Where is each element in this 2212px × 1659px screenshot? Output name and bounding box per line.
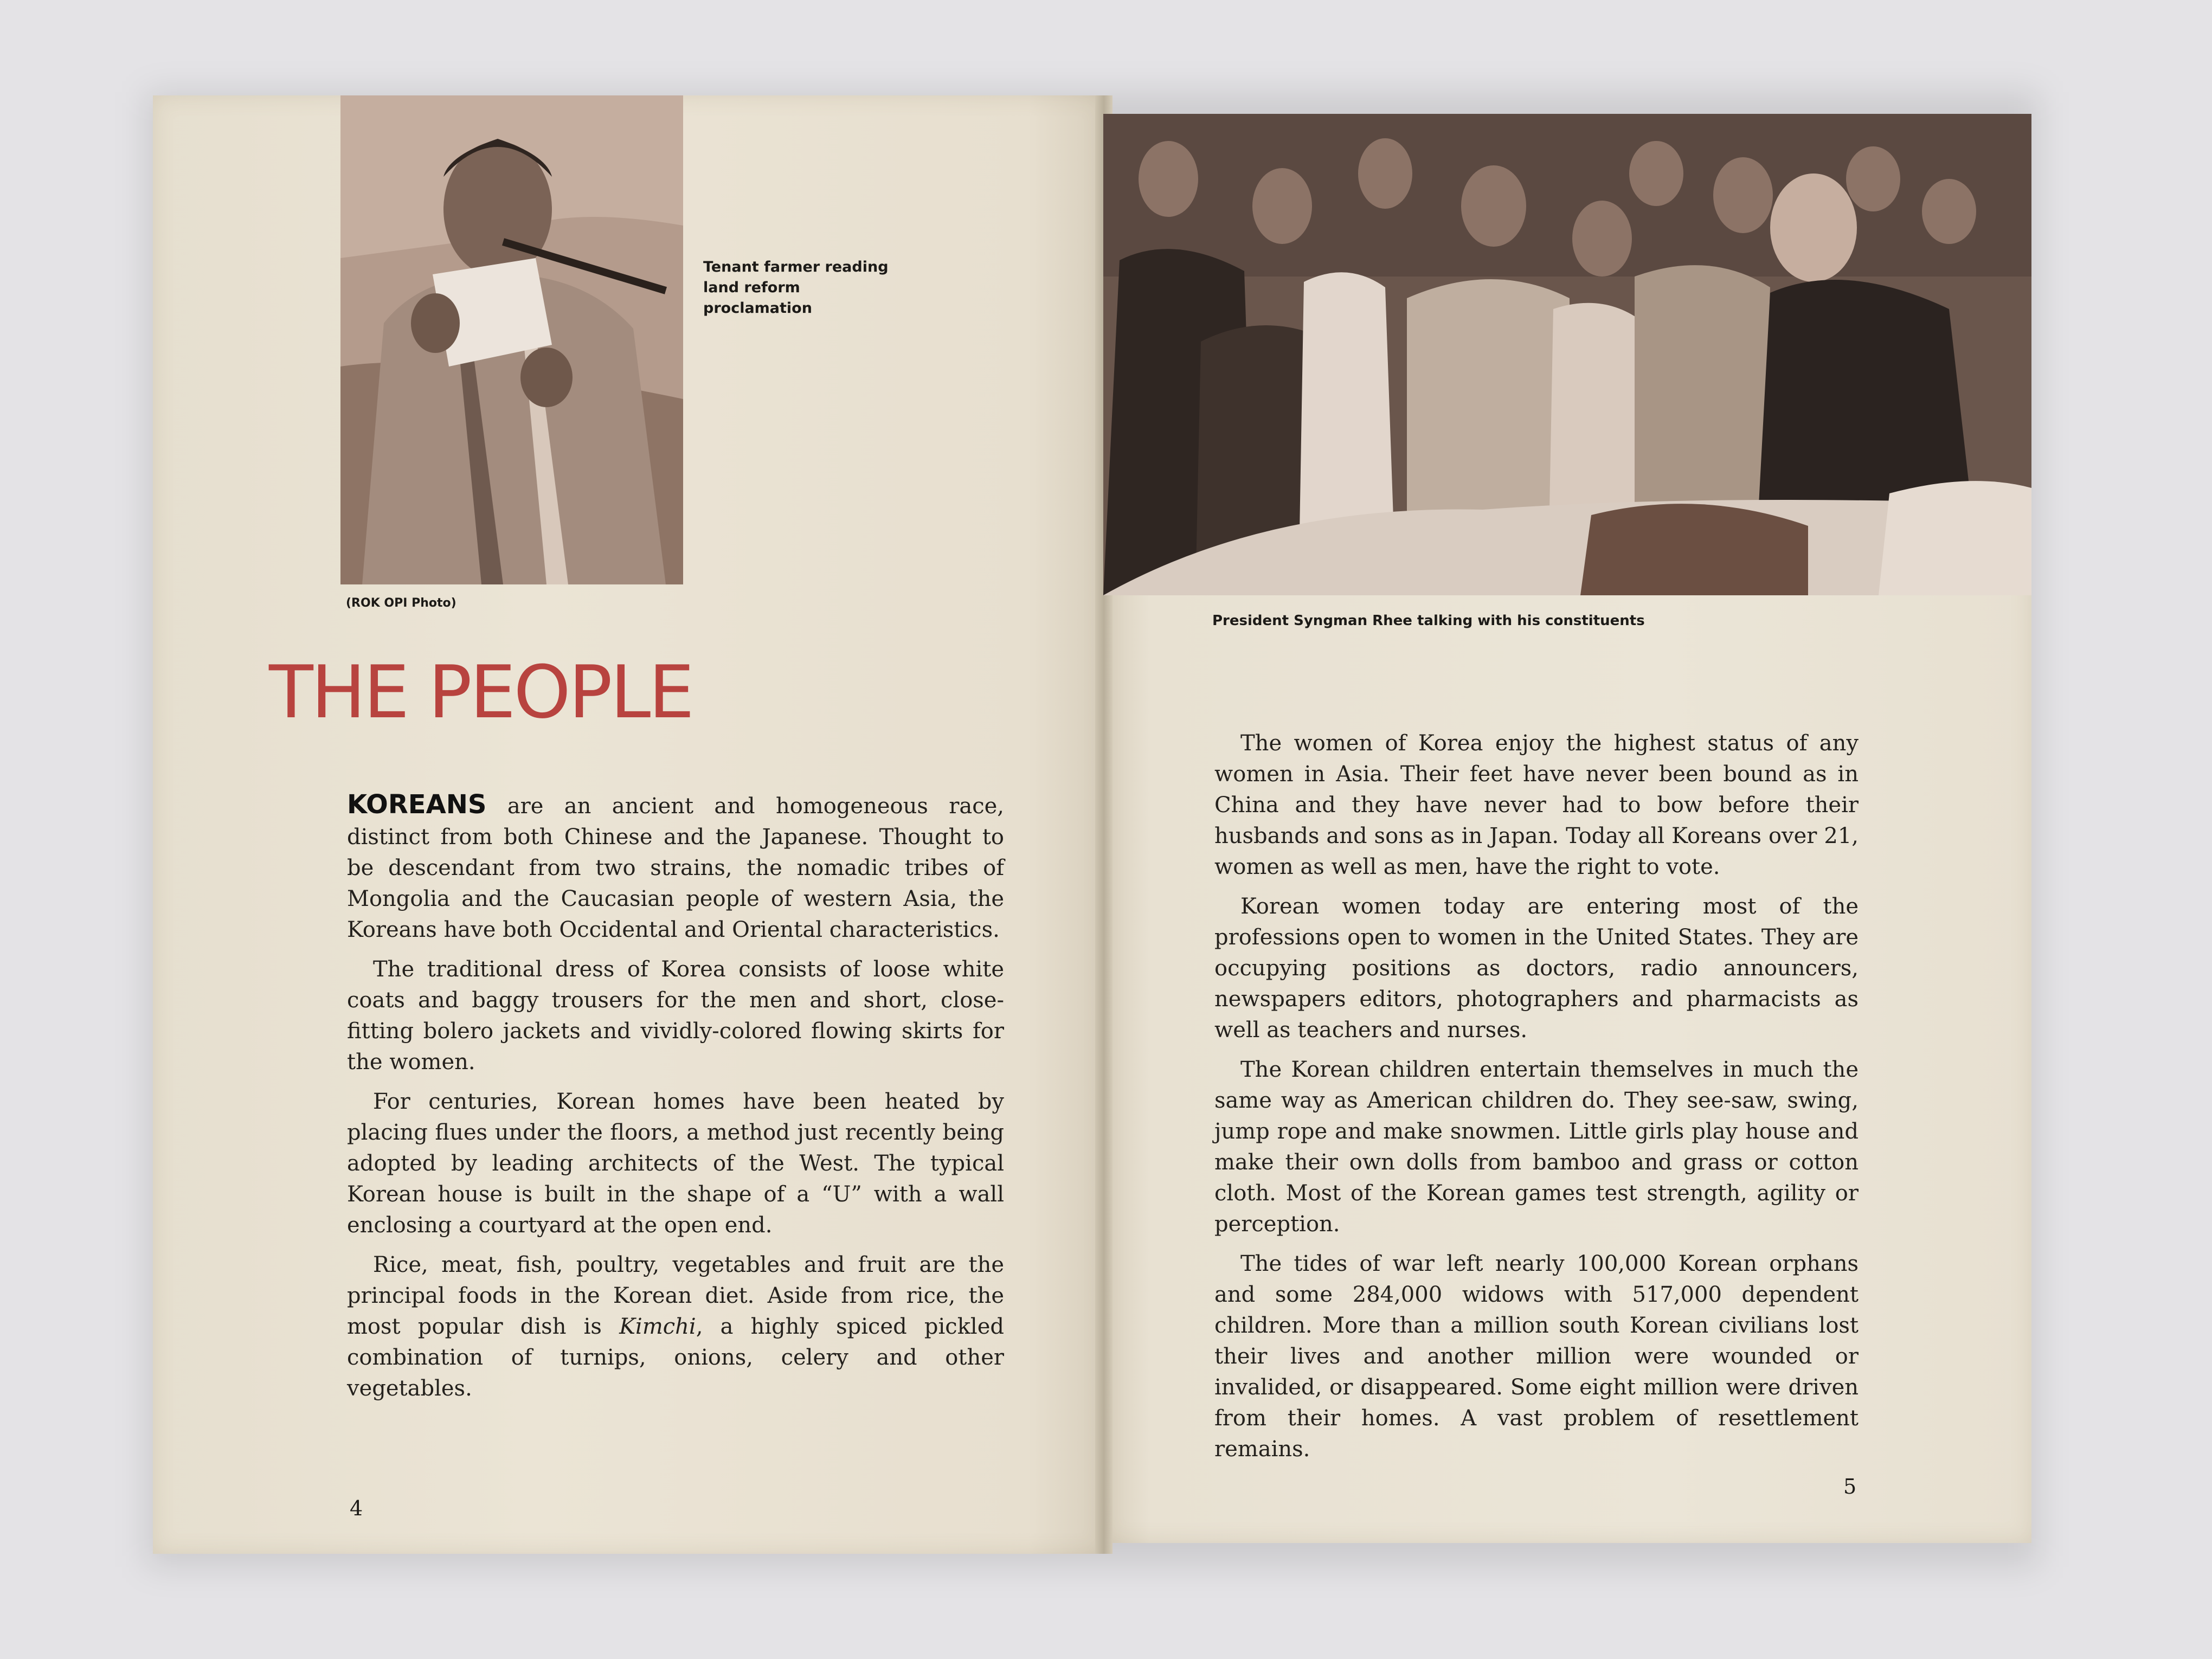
children-paragraph: The Korean children entertain themselves in much the same way as American children do. They see-saw, swing, jump rope and make snowmen. Little girls play house and make their own dolls from bamboo and grass or cotton cloth. Most of the Korean games test strength, agility or perception. — [1214, 1057, 1859, 1237]
photo-credit: (ROK OPI Photo) — [346, 596, 456, 610]
page-number-left: 4 — [350, 1496, 363, 1520]
war-paragraph: The tides of war left nearly 100,000 Korean orphans and some 284,000 widows with 517,000 dependent children. More than a million south Korean civilians lost their lives and another million were wounded or invalided, or disappeared. Some eight million were driven from their homes. A vast problem of resettlement remains. — [1214, 1251, 1859, 1462]
kimchi-italic: Kimchi — [619, 1314, 696, 1339]
professions-paragraph: Korean women today are entering most of the professions open to women in the United States. They are occupying positions as doctors, radio announcers, newspapers editors, photographers and pharmacists as well as teachers and nurses. — [1214, 894, 1859, 1043]
page-number-right: 5 — [1843, 1475, 1857, 1499]
rhee-constituents-photo — [1103, 114, 2031, 595]
paragraph-2: The traditional dress of Korea consists of loose white coats and baggy trousers for the men and short, close-fitting bolero jackets and vividly-colored flowing skirts for the women. — [347, 957, 1004, 1075]
rhee-photo-caption: President Syngman Rhee talking with his constituents — [1212, 613, 1645, 629]
section-heading: THE PEOPLE — [269, 650, 692, 735]
paragraph-4-text-b: , a highly spiced pickled combination of turnips, onions, celery and other vegetables. — [347, 1314, 1005, 1401]
paragraph-3: For centuries, Korean homes have been heated by placing flues under the floors, a method just recently being adopted by leading architects of the West. The typical Korean house is built in the shape of a “U” with a wall enclosing a courtyard at the open end. — [347, 1089, 1004, 1238]
paragraph-4 — [347, 1250, 1004, 1404]
tenant-farmer-photo — [340, 95, 683, 584]
tenant-farmer-illustration — [340, 95, 683, 584]
women-paragraph: The women of Korea enjoy the highest status of any women in Asia. Their feet have never been bound as in China and they have never had to bow before their husbands and sons as in Japan. Today all Koreans over 21, women as well as men, have the right to vote. — [1214, 731, 1859, 879]
paragraph-4-text-a: Rice, meat, fish, poultry, vegetables and fruit are the principal foods in the Korean diet. Aside from rice, the most popular dish is — [347, 1252, 1004, 1339]
left-text-column — [347, 789, 1004, 1413]
paragraph-1 — [347, 789, 1004, 946]
paragraph-1-text: are an ancient and homogeneous race, distinct from both Chinese and the Japanese. Thought to be descendant from two strains, the nomadic tribes of Mongolia and the Caucasian people of western Asia, the Koreans have both Occidental and Oriental characteristics. — [347, 794, 1004, 942]
rhee-constituents-illustration — [1103, 114, 2031, 595]
right-text-column — [1214, 728, 1859, 1474]
farmer-photo-caption: Tenant farmer reading land reform proclamation — [703, 259, 889, 317]
lead-word: KOREANS — [347, 789, 487, 820]
